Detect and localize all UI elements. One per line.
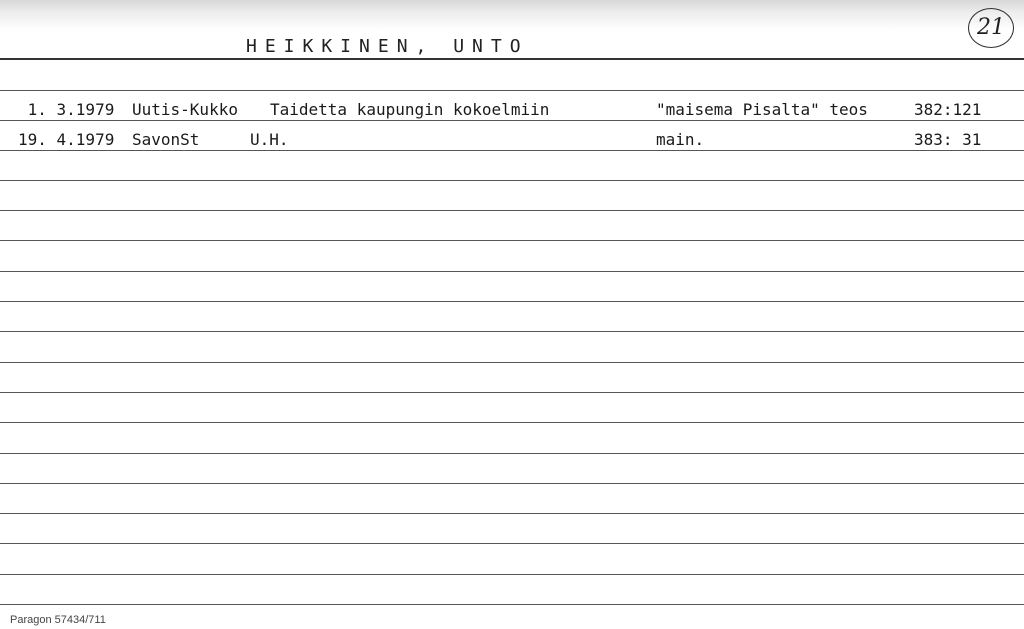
ruled-line [0, 271, 1024, 272]
ruled-line [0, 422, 1024, 423]
ruled-line [0, 513, 1024, 514]
ruled-line [0, 392, 1024, 393]
ruled-line [0, 483, 1024, 484]
ruled-line [0, 574, 1024, 575]
entry-source: Uutis-Kukko [132, 100, 238, 119]
entry-note: "maisema Pisalta" teos [656, 100, 868, 119]
ruled-line [0, 210, 1024, 211]
ruled-line [0, 543, 1024, 544]
card-number-circled: 21 [968, 8, 1014, 48]
entry-headline: U.H. [250, 130, 289, 149]
ruled-line [0, 180, 1024, 181]
card-title: HEIKKINEN, UNTO [246, 36, 529, 57]
header-rule [0, 58, 1024, 60]
ruled-line [0, 453, 1024, 454]
entry-date: 1. 3.1979 [18, 100, 115, 119]
entry-headline: Taidetta kaupungin kokoelmiin [270, 100, 550, 119]
ruled-line [0, 604, 1024, 605]
ruled-line [0, 120, 1024, 121]
entry-ref: 383: 31 [914, 130, 982, 149]
ruled-line [0, 331, 1024, 332]
ruled-line [0, 301, 1024, 302]
entry-source: SavonSt [132, 130, 200, 149]
entry-note: main. [656, 130, 705, 149]
ruled-line [0, 362, 1024, 363]
ruled-line [0, 150, 1024, 151]
entry-date: 19. 4.1979 [18, 130, 115, 149]
ruled-line [0, 90, 1024, 91]
entry-ref: 382:121 [914, 100, 982, 119]
ruled-line [0, 240, 1024, 241]
card-footer-print: Paragon 57434/711 [10, 614, 106, 626]
scan-shadow-band [0, 0, 1024, 30]
